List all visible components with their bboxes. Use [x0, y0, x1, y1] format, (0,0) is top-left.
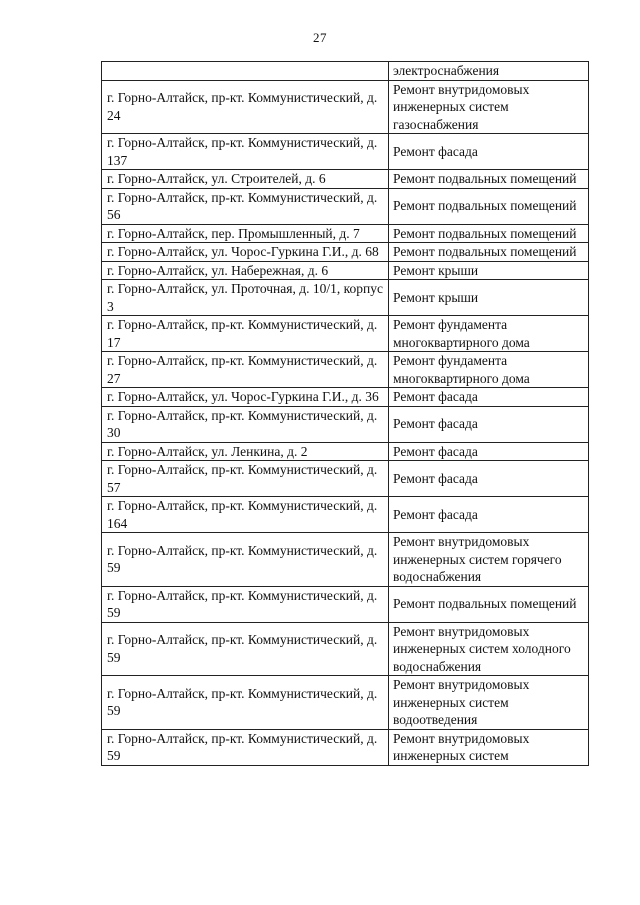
address-cell: г. Горно-Алтайск, ул. Строителей, д. 6 [102, 170, 389, 189]
address-cell: г. Горно-Алтайск, ул. Проточная, д. 10/1, корпус 3 [102, 280, 389, 316]
address-cell: г. Горно-Алтайск, пр-кт. Коммунистический, д. 59 [102, 622, 389, 676]
address-cell: г. Горно-Алтайск, пр-кт. Коммунистический, д. 17 [102, 316, 389, 352]
work-type-cell: Ремонт внутридомовых инженерных систем газоснабжения [389, 80, 589, 134]
work-type-cell: Ремонт внутридомовых инженерных систем водоотведения [389, 676, 589, 730]
address-cell: г. Горно-Алтайск, пр-кт. Коммунистический, д. 59 [102, 533, 389, 587]
address-cell: г. Горно-Алтайск, пр-кт. Коммунистический, д. 59 [102, 676, 389, 730]
table-row [102, 676, 589, 730]
table-row [102, 188, 589, 224]
table-row [102, 729, 589, 765]
table-row [102, 134, 589, 170]
address-cell: г. Горно-Алтайск, пр-кт. Коммунистический, д. 57 [102, 461, 389, 497]
work-type-cell: Ремонт фасада [389, 406, 589, 442]
work-type-cell: Ремонт внутридомовых инженерных систем [389, 729, 589, 765]
address-cell: г. Горно-Алтайск, пр-кт. Коммунистический, д. 164 [102, 497, 389, 533]
address-cell: г. Горно-Алтайск, пр-кт. Коммунистический, д. 59 [102, 729, 389, 765]
address-cell [102, 62, 389, 81]
address-cell: г. Горно-Алтайск, пр-кт. Коммунистический, д. 30 [102, 406, 389, 442]
work-type-cell: Ремонт фасада [389, 134, 589, 170]
address-cell: г. Горно-Алтайск, пр-кт. Коммунистический, д. 24 [102, 80, 389, 134]
work-type-cell: электроснабжения [389, 62, 589, 81]
table-row [102, 388, 589, 407]
work-type-cell: Ремонт внутридомовых инженерных систем горячего водоснабжения [389, 533, 589, 587]
address-cell: г. Горно-Алтайск, ул. Набережная, д. 6 [102, 261, 389, 280]
address-cell: г. Горно-Алтайск, ул. Чорос-Гуркина Г.И., д. 68 [102, 243, 389, 262]
table-row [102, 533, 589, 587]
work-type-cell: Ремонт фундамента многоквартирного дома [389, 316, 589, 352]
work-type-cell: Ремонт подвальных помещений [389, 243, 589, 262]
table-row [102, 80, 589, 134]
address-cell: г. Горно-Алтайск, ул. Ленкина, д. 2 [102, 442, 389, 461]
work-type-cell: Ремонт подвальных помещений [389, 188, 589, 224]
address-cell: г. Горно-Алтайск, пер. Промышленный, д. 7 [102, 224, 389, 243]
table-row [102, 497, 589, 533]
work-type-cell: Ремонт крыши [389, 280, 589, 316]
work-type-cell: Ремонт фасада [389, 388, 589, 407]
work-type-cell: Ремонт фасада [389, 497, 589, 533]
table-row [102, 622, 589, 676]
page-number: 27 [313, 30, 327, 45]
work-type-cell: Ремонт подвальных помещений [389, 224, 589, 243]
table-row [102, 280, 589, 316]
work-type-cell: Ремонт фундамента многоквартирного дома [389, 352, 589, 388]
work-type-cell: Ремонт фасада [389, 461, 589, 497]
work-type-cell: Ремонт крыши [389, 261, 589, 280]
works-table-body [102, 62, 589, 766]
table-row [102, 442, 589, 461]
address-cell: г. Горно-Алтайск, ул. Чорос-Гуркина Г.И., д. 36 [102, 388, 389, 407]
table-row [102, 62, 589, 81]
address-cell: г. Горно-Алтайск, пр-кт. Коммунистический, д. 56 [102, 188, 389, 224]
address-cell: г. Горно-Алтайск, пр-кт. Коммунистический, д. 27 [102, 352, 389, 388]
table-row [102, 586, 589, 622]
table-row [102, 406, 589, 442]
table-row [102, 352, 589, 388]
address-cell: г. Горно-Алтайск, пр-кт. Коммунистический, д. 137 [102, 134, 389, 170]
address-cell: г. Горно-Алтайск, пр-кт. Коммунистический, д. 59 [102, 586, 389, 622]
table-row [102, 261, 589, 280]
works-table [101, 61, 589, 766]
work-type-cell: Ремонт подвальных помещений [389, 170, 589, 189]
table-row [102, 461, 589, 497]
table-row [102, 243, 589, 262]
work-type-cell: Ремонт подвальных помещений [389, 586, 589, 622]
table-row [102, 224, 589, 243]
work-type-cell: Ремонт фасада [389, 442, 589, 461]
table-row [102, 316, 589, 352]
table-row [102, 170, 589, 189]
work-type-cell: Ремонт внутридомовых инженерных систем холодного водоснабжения [389, 622, 589, 676]
